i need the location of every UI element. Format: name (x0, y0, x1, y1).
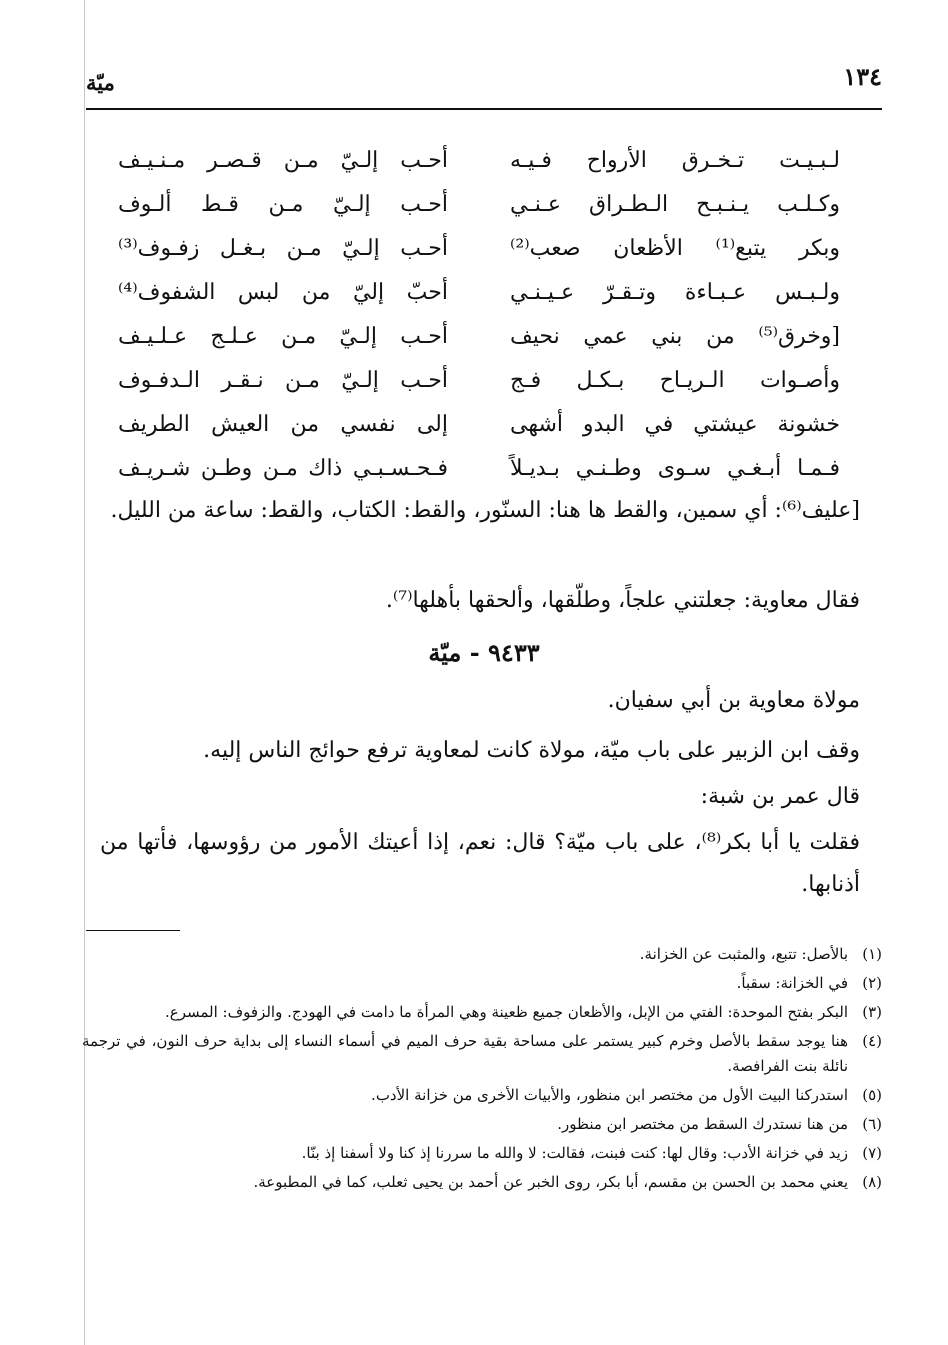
footnote-text: زيد في خزانة الأدب: وقال لها: كنت فبنت، فقالت: لا والله ما سررنا إذ كنا ولا أسفنا إذ بنّا. (301, 1144, 848, 1162)
footnote-separator (86, 930, 180, 931)
verse-line (110, 270, 840, 314)
footnote (82, 971, 882, 996)
body-paragraph: وقف ابن الزبير على باب ميّة، مولاة كانت لمعاوية ترفع حوائج الناس إليه. (203, 738, 860, 763)
footnote-number: (١) (862, 945, 882, 963)
verse-line (110, 358, 840, 402)
footnote-text: البكر بفتح الموحدة: الفتي من الإبل، والأظعان جميع ظعينة وهي المرأة ما دامت في الهودج. والزفوف: المسرع. (164, 1003, 848, 1021)
footnote (82, 1029, 882, 1079)
footnote (82, 1141, 882, 1166)
footnote (82, 1000, 882, 1025)
verse-line (110, 446, 840, 490)
body-paragraph: قال عمر بن شبة: (700, 784, 860, 809)
verse-second-hemistich: أحـب إلـيّ مـن بـغـل زفـوف⁽³⁾ (118, 235, 448, 261)
footnote-number: (٤) (862, 1032, 882, 1050)
verse-second-hemistich: فـحـسـبـي ذاك مـن وطـن شـريـف (118, 455, 448, 481)
verse-first-hemistich: وأصـوات الـريـاح بـكـل فـج (510, 367, 840, 393)
verse-line (110, 314, 840, 358)
body-paragraph: فقلت يا أبا بكر⁽⁸⁾، على باب ميّة؟ قال: نعم، إذا أعيتك الأمور من رؤوسها، فأتها من أذنابها. (100, 830, 860, 897)
verse-first-hemistich: خشونة عيشتي في البدو أشهى (510, 411, 840, 437)
verse-first-hemistich: وبكر يتبع⁽¹⁾ الأظعان صعب⁽²⁾ (510, 235, 840, 261)
footnote-number: (٢) (862, 974, 882, 992)
entry-title: ٩٤٣٣ - ميّة (428, 638, 540, 667)
verse-first-hemistich: فـمـا أبـغـي سـوى وطـنـي بـديـلاً (510, 455, 840, 481)
footnote (82, 1112, 882, 1137)
page-number: ١٣٤ (843, 62, 882, 91)
footnote-text: من هنا نستدرك السقط من مختصر ابن منظور. (557, 1115, 848, 1133)
footnote-text: يعني محمد بن الحسن بن مقسم، أبا بكر، روى الخبر عن أحمد بن يحيى ثعلب، كما في المطبوعة. (253, 1173, 848, 1191)
footnote (82, 1170, 882, 1195)
footnote-number: (٨) (862, 1173, 882, 1191)
verse-first-hemistich: وكـلـب يـنـبـح الـطـراق عـنـي (510, 191, 840, 217)
gloss-paragraph: [عليف⁽⁶⁾: أي سمين، والقط ها هنا: السنّور، والقط: الكتاب، والقط: ساعة من الليل. (110, 498, 860, 523)
running-title: ميّة (86, 70, 115, 95)
verse-second-hemistich: أحـب إلـيّ مـن قـصـر مـنـيـف (118, 147, 448, 173)
footnote (82, 942, 882, 967)
verse-first-hemistich: لـبـيـت تـخـرق الأرواح فـيـه (510, 147, 840, 173)
verse-line (110, 226, 840, 270)
verse-first-hemistich: [وخرق⁽⁵⁾ من بني عمي نحيف (510, 323, 840, 349)
verse-second-hemistich: أحـب إلـيّ مـن قـط ألـوف (118, 191, 448, 217)
footnote-text: هنا يوجد سقط بالأصل وخرم كبير يستمر على مساحة بقية حرف الميم في أسماء النساء إلى بداية حرف النون، في ترجمة نائلة بنت الفرافصة. (82, 1032, 848, 1075)
footnote-number: (٥) (862, 1086, 882, 1104)
footnote-number: (٣) (862, 1003, 882, 1021)
poem (110, 138, 840, 490)
footnote-text: في الخزانة: سقباً. (736, 974, 848, 992)
body-paragraph: مولاة معاوية بن أبي سفيان. (607, 688, 860, 713)
header-rule (86, 108, 882, 110)
footnote-text: بالأصل: تتبع، والمثبت عن الخزانة. (639, 945, 848, 963)
footnote-number: (٧) (862, 1144, 882, 1162)
verse-line (110, 138, 840, 182)
footnotes (82, 942, 882, 1199)
verse-second-hemistich: أحـب إلـيّ مـن نـقـر الـدفـوف (118, 367, 448, 393)
footnote-text: استدركنا البيت الأول من مختصر ابن منظور، والأبيات الأخرى من خزانة الأدب. (371, 1086, 848, 1104)
verse-second-hemistich: إلى نفسي من العيش الطريف (118, 411, 448, 437)
footnote-number: (٦) (862, 1115, 882, 1133)
footnote (82, 1083, 882, 1108)
verse-second-hemistich: أحـب إلـيّ مـن عـلـج عـلـيـف (118, 323, 448, 349)
verse-second-hemistich: أحبّ إليّ من لبس الشفوف⁽⁴⁾ (118, 279, 448, 305)
verse-line (110, 402, 840, 446)
verse-line (110, 182, 840, 226)
verse-first-hemistich: ولـبـس عـبـاءة وتـقـرّ عـيـنـي (510, 279, 840, 305)
muawiya-paragraph: فقال معاوية: جعلتني علجاً، وطلّقها، وألحقها بأهلها⁽⁷⁾. (385, 588, 860, 613)
